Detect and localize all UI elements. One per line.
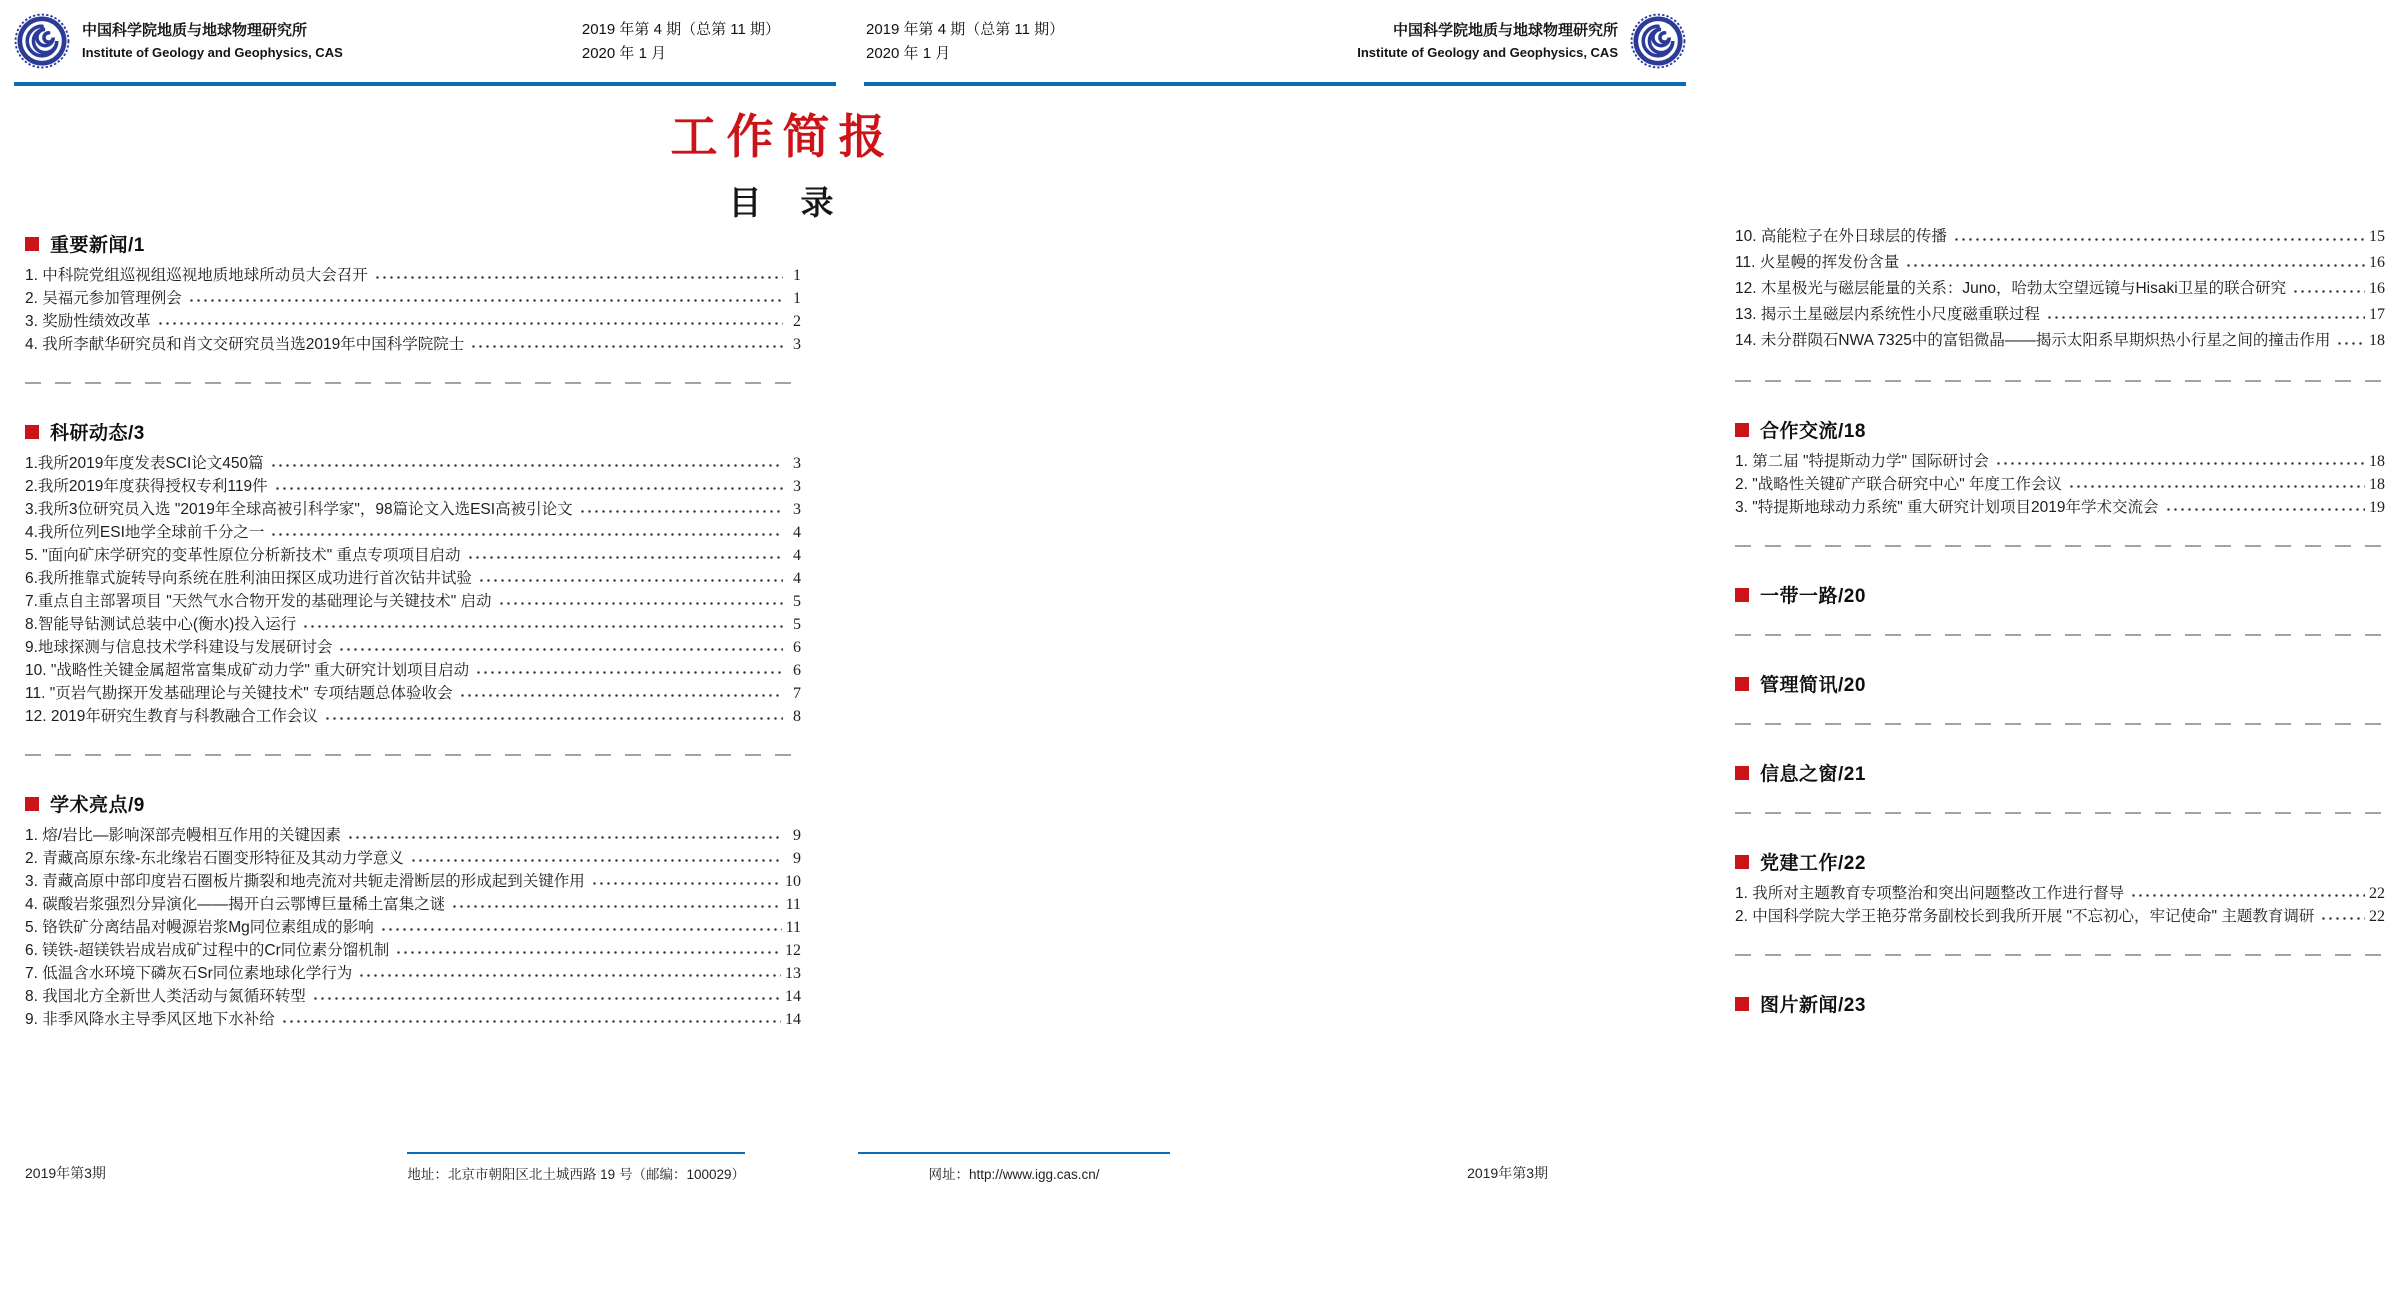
dot-leader bbox=[272, 475, 783, 498]
section-item-list bbox=[1735, 450, 2385, 519]
dot-leader bbox=[186, 287, 783, 310]
toc-section bbox=[1735, 581, 2385, 608]
toc-entry-page: 4 bbox=[793, 570, 801, 587]
toc-entry-page: 14 bbox=[785, 1011, 801, 1028]
toc-entry bbox=[25, 590, 801, 613]
toc-entry-page: 4 bbox=[793, 547, 801, 564]
dot-leader bbox=[473, 659, 783, 682]
section-title: 科研动态/3 bbox=[50, 423, 145, 444]
toc-entry bbox=[25, 544, 801, 567]
toc-column-right bbox=[1735, 224, 2385, 1024]
issue-number: 2019 年第 4 期（总第 11 期） bbox=[866, 21, 1065, 38]
red-square-bullet bbox=[1735, 588, 1749, 602]
section-header bbox=[25, 418, 801, 445]
page-footer-left bbox=[0, 1152, 850, 1183]
toc-entry bbox=[25, 613, 801, 636]
toc-section bbox=[1735, 990, 2385, 1017]
toc-entry-page: 5 bbox=[793, 616, 801, 633]
toc-entry-title: 11. 火星幔的挥发份含量 bbox=[1735, 254, 1900, 271]
section-item-list bbox=[25, 264, 801, 356]
toc-entry-title: 8.智能导钻测试总装中心(衡水)投入运行 bbox=[25, 616, 297, 633]
dot-leader bbox=[468, 333, 783, 356]
toc-section bbox=[1735, 670, 2385, 697]
toc-entry-title: 8. 我国北方全新世人类活动与氮循环转型 bbox=[25, 988, 306, 1005]
issue-date: 2020 年 1 月 bbox=[581, 45, 667, 62]
document-title: 工作简报 bbox=[670, 112, 895, 164]
section-header bbox=[1735, 581, 2385, 608]
toc-entry-title: 7. 低温含水环境下磷灰石Sr同位素地球化学行为 bbox=[25, 965, 353, 982]
dashed-divider bbox=[1735, 954, 2385, 956]
toc-section bbox=[25, 418, 801, 728]
institute-brand bbox=[1357, 13, 1686, 69]
toc-entry-page: 14 bbox=[785, 988, 801, 1005]
toc-entry-title: 1. 第二届 "特提斯动力学" 国际研讨会 bbox=[1735, 453, 1989, 470]
toc-entry-title: 2.我所2019年度获得授权专利119件 bbox=[25, 478, 268, 495]
dot-leader bbox=[2290, 276, 2365, 302]
toc-entry-title: 6.我所推靠式旋转导向系统在胜利油田探区成功进行首次钻井试验 bbox=[25, 570, 472, 587]
issue-info bbox=[582, 18, 780, 66]
dot-leader bbox=[310, 985, 781, 1008]
toc-entry-page: 17 bbox=[2369, 306, 2385, 323]
issue-info bbox=[866, 18, 1064, 66]
dot-leader bbox=[2066, 473, 2365, 496]
red-square-bullet bbox=[25, 425, 39, 439]
dashed-divider bbox=[25, 754, 801, 756]
dot-leader bbox=[356, 962, 781, 985]
toc-entry bbox=[1735, 882, 2385, 905]
red-square-bullet bbox=[25, 237, 39, 251]
dot-leader bbox=[372, 264, 783, 287]
section-header bbox=[25, 230, 801, 257]
section-header bbox=[1735, 416, 2385, 443]
toc-entry bbox=[25, 962, 801, 985]
toc-entry-page: 6 bbox=[793, 639, 801, 656]
section-item-list bbox=[25, 452, 801, 728]
toc-section bbox=[1735, 759, 2385, 786]
toc-entry-page: 8 bbox=[793, 708, 801, 725]
dot-leader bbox=[476, 567, 783, 590]
toc-section bbox=[25, 790, 801, 1031]
toc-section bbox=[25, 230, 801, 356]
toc-entry bbox=[25, 287, 801, 310]
dashed-divider bbox=[1735, 545, 2385, 547]
toc-entry-title: 1.我所2019年度发表SCI论文450篇 bbox=[25, 455, 264, 472]
toc-entry bbox=[25, 498, 801, 521]
footer-issue-label: 2019年第3期 bbox=[25, 1165, 106, 1181]
toc-entry-title: 3. "特提斯地球动力系统" 重大研究计划项目2019年学术交流会 bbox=[1735, 499, 2159, 516]
toc-entry-title: 13. 揭示土星磁层内系统性小尺度磁重联过程 bbox=[1735, 306, 2040, 323]
section-title: 重要新闻/1 bbox=[50, 235, 145, 256]
toc-entry-page: 3 bbox=[793, 501, 801, 518]
institute-name-cn: 中国科学院地质与地球物理研究所 bbox=[1392, 22, 1618, 39]
toc-entry bbox=[25, 659, 801, 682]
toc-entry-title: 1. 中科院党组巡视组巡视地质地球所动员大会召开 bbox=[25, 267, 368, 284]
red-square-bullet bbox=[1735, 766, 1749, 780]
toc-entry-title: 2. "战略性关键矿产联合研究中心" 年度工作会议 bbox=[1735, 476, 2063, 493]
toc-entry-page: 18 bbox=[2369, 476, 2385, 493]
toc-entry-page: 3 bbox=[793, 478, 801, 495]
red-square-bullet bbox=[1735, 997, 1749, 1011]
toc-section bbox=[1735, 848, 2385, 928]
toc-entry-page: 5 bbox=[793, 593, 801, 610]
toc-entry-page: 6 bbox=[793, 662, 801, 679]
section-title: 图片新闻/23 bbox=[1760, 995, 1866, 1016]
dashed-divider bbox=[25, 382, 801, 384]
section-title: 信息之窗/21 bbox=[1760, 764, 1866, 785]
dot-leader bbox=[496, 590, 783, 613]
toc-entry-title: 5. 铬铁矿分离结晶对幔源岩浆Mg同位素组成的影响 bbox=[25, 919, 374, 936]
dot-leader bbox=[268, 452, 783, 475]
toc-entry-title: 9. 非季风降水主导季风区地下水补给 bbox=[25, 1011, 275, 1028]
section-header bbox=[1735, 670, 2385, 697]
issue-number: 2019 年第 4 期（总第 11 期） bbox=[581, 21, 780, 38]
institute-name-cn: 中国科学院地质与地球物理研究所 bbox=[82, 22, 308, 39]
institute-names bbox=[82, 20, 343, 62]
toc-entry-title: 11. "页岩气勘探开发基础理论与关键技术" 专项结题总体验收会 bbox=[25, 685, 453, 702]
toc-entry bbox=[25, 985, 801, 1008]
toc-entry-page: 9 bbox=[793, 827, 801, 844]
toc-entry-page: 1 bbox=[793, 267, 801, 284]
section-title: 学术亮点/9 bbox=[50, 795, 145, 816]
red-square-bullet bbox=[1735, 677, 1749, 691]
toc-entry-title: 4.我所位列ESI地学全球前千分之一 bbox=[25, 524, 265, 541]
section-item-list bbox=[1735, 224, 2385, 354]
dashed-divider bbox=[1735, 380, 2385, 382]
page-footer-right bbox=[850, 1152, 1700, 1183]
dot-leader bbox=[279, 1008, 781, 1031]
toc-entry bbox=[1735, 302, 2385, 328]
red-square-bullet bbox=[1735, 855, 1749, 869]
toc-entry-title: 10. 高能粒子在外日球层的传播 bbox=[1735, 228, 1947, 245]
toc-entry bbox=[25, 893, 801, 916]
page-header bbox=[864, 0, 1686, 86]
toc-entry-page: 11 bbox=[785, 919, 801, 936]
toc-entry-title: 4. 我所李献华研究员和肖文交研究员当选2019年中国科学院院士 bbox=[25, 336, 465, 353]
toc-entry-title: 2. 中国科学院大学王艳芬常务副校长到我所开展 "不忘初心，牢记使命" 主题教育调研 bbox=[1735, 908, 2315, 925]
toc-section bbox=[1735, 224, 2385, 354]
toc-entry-page: 18 bbox=[2369, 332, 2385, 349]
section-item-list bbox=[1735, 882, 2385, 928]
toc-section bbox=[1735, 416, 2385, 519]
toc-entry-title: 9.地球探测与信息技术学科建设与发展研讨会 bbox=[25, 639, 333, 656]
toc-entry bbox=[1735, 905, 2385, 928]
toc-entry bbox=[25, 1008, 801, 1031]
toc-column-left bbox=[25, 230, 801, 1031]
dot-leader bbox=[300, 613, 783, 636]
dot-leader bbox=[2044, 302, 2365, 328]
dot-leader bbox=[345, 824, 783, 847]
toc-entry-title: 12. 2019年研究生教育与科教融合工作会议 bbox=[25, 708, 318, 725]
toc-entry-page: 9 bbox=[793, 850, 801, 867]
section-header bbox=[25, 790, 801, 817]
section-header bbox=[1735, 759, 2385, 786]
toc-entry-title: 1. 熔/岩比—影响深部壳幔相互作用的关键因素 bbox=[25, 827, 342, 844]
toc-entry-title: 2. 吴福元参加管理例会 bbox=[25, 290, 182, 307]
dot-leader bbox=[457, 682, 783, 705]
dot-leader bbox=[378, 916, 782, 939]
dashed-divider bbox=[1735, 634, 2385, 636]
toc-entry-page: 15 bbox=[2369, 228, 2385, 245]
toc-entry-title: 7.重点自主部署项目 "天然气水合物开发的基础理论与关键技术" 启动 bbox=[25, 593, 492, 610]
toc-entry bbox=[1735, 250, 2385, 276]
dot-leader bbox=[465, 544, 783, 567]
toc-entry-title: 12. 木星极光与磁层能量的关系：Juno，哈勃太空望远镜与Hisaki卫星的联合研究 bbox=[1735, 280, 2287, 297]
dashed-divider bbox=[1735, 812, 2385, 814]
toc-entry-page: 16 bbox=[2369, 254, 2385, 271]
institute-logo-icon bbox=[14, 13, 70, 69]
dot-leader bbox=[1993, 450, 2365, 473]
toc-entry bbox=[25, 705, 801, 728]
institute-name-en: Institute of Geology and Geophysics, CAS bbox=[1357, 44, 1618, 60]
toc-entry bbox=[25, 824, 801, 847]
institute-brand bbox=[14, 13, 343, 69]
dot-leader bbox=[2318, 905, 2365, 928]
toc-entry bbox=[1735, 496, 2385, 519]
toc-entry bbox=[1735, 328, 2385, 354]
toc-entry-page: 18 bbox=[2369, 453, 2385, 470]
page-header bbox=[14, 0, 836, 86]
toc-entry bbox=[25, 264, 801, 287]
toc-entry-page: 11 bbox=[785, 896, 801, 913]
title-area bbox=[0, 100, 1565, 224]
toc-entry-page: 3 bbox=[793, 455, 801, 472]
toc-entry-title: 10. "战略性关键金属超常富集成矿动力学" 重大研究计划项目启动 bbox=[25, 662, 470, 679]
dot-leader bbox=[1903, 250, 2365, 276]
toc-entry bbox=[25, 847, 801, 870]
toc-entry-page: 3 bbox=[793, 336, 801, 353]
dot-leader bbox=[1951, 224, 2365, 250]
institute-names bbox=[1357, 20, 1618, 62]
dashed-divider bbox=[1735, 723, 2385, 725]
toc-entry bbox=[25, 333, 801, 356]
toc-entry bbox=[25, 939, 801, 962]
toc-entry-title: 1. 我所对主题教育专项整治和突出问题整改工作进行督导 bbox=[1735, 885, 2125, 902]
toc-entry-page: 2 bbox=[793, 313, 801, 330]
footer-issue-label: 2019年第3期 bbox=[1467, 1165, 1548, 1181]
toc-entry bbox=[1735, 276, 2385, 302]
toc-entry-page: 7 bbox=[793, 685, 801, 702]
toc-entry bbox=[25, 310, 801, 333]
dot-leader bbox=[155, 310, 783, 333]
toc-heading: 目 录 bbox=[728, 184, 837, 221]
toc-entry-page: 22 bbox=[2369, 908, 2385, 925]
dot-leader bbox=[589, 870, 781, 893]
toc-entry bbox=[25, 682, 801, 705]
toc-entry bbox=[25, 636, 801, 659]
toc-entry bbox=[25, 916, 801, 939]
red-square-bullet bbox=[25, 797, 39, 811]
toc-entry-title: 6. 镁铁-超镁铁岩成岩成矿过程中的Cr同位素分馏机制 bbox=[25, 942, 390, 959]
toc-entry bbox=[1735, 224, 2385, 250]
footer-address: 地址：北京市朝阳区北土城西路 19 号（邮编：100029） bbox=[407, 1152, 745, 1183]
institute-name-en: Institute of Geology and Geophysics, CAS bbox=[82, 44, 343, 60]
dot-leader bbox=[393, 939, 781, 962]
toc-entry-title: 3.我所3位研究员入选 "2019年全球高被引科学家"，98篇论文入选ESI高被引论文 bbox=[25, 501, 573, 518]
dot-leader bbox=[449, 893, 781, 916]
dot-leader bbox=[322, 705, 783, 728]
dot-leader bbox=[2128, 882, 2365, 905]
toc-entry-page: 13 bbox=[785, 965, 801, 982]
toc-entry bbox=[25, 521, 801, 544]
toc-entry-page: 4 bbox=[793, 524, 801, 541]
section-header bbox=[1735, 990, 2385, 1017]
toc-entry-title: 14. 未分群陨石NWA 7325中的富铝微晶——揭示太阳系早期炽热小行星之间的撞击作用 bbox=[1735, 332, 2331, 349]
toc-entry bbox=[25, 452, 801, 475]
toc-entry-title: 4. 碳酸岩浆强烈分异演化——揭开白云鄂博巨量稀土富集之谜 bbox=[25, 896, 446, 913]
toc-entry bbox=[1735, 450, 2385, 473]
dot-leader bbox=[2163, 496, 2365, 519]
dot-leader bbox=[408, 847, 783, 870]
toc-entry-page: 1 bbox=[793, 290, 801, 307]
toc-entry bbox=[25, 567, 801, 590]
toc-entry-title: 3. 奖励性绩效改革 bbox=[25, 313, 151, 330]
dot-leader bbox=[2334, 328, 2365, 354]
section-title: 一带一路/20 bbox=[1760, 586, 1866, 607]
toc-entry-title: 3. 青藏高原中部印度岩石圈板片撕裂和地壳流对共轭走滑断层的形成起到关键作用 bbox=[25, 873, 585, 890]
section-title: 党建工作/22 bbox=[1760, 853, 1866, 874]
dot-leader bbox=[336, 636, 783, 659]
toc-entry bbox=[25, 870, 801, 893]
section-title: 管理简讯/20 bbox=[1760, 675, 1866, 696]
dot-leader bbox=[577, 498, 783, 521]
toc-entry-page: 19 bbox=[2369, 499, 2385, 516]
section-item-list bbox=[25, 824, 801, 1031]
issue-date: 2020 年 1 月 bbox=[866, 45, 951, 62]
toc-entry-page: 10 bbox=[785, 873, 801, 890]
section-title: 合作交流/18 bbox=[1760, 421, 1866, 442]
toc-entry-title: 2. 青藏高原东缘-东北缘岩石圈变形特征及其动力学意义 bbox=[25, 850, 404, 867]
toc-entry bbox=[1735, 473, 2385, 496]
toc-entry bbox=[25, 475, 801, 498]
institute-logo-icon bbox=[1630, 13, 1686, 69]
toc-entry-page: 22 bbox=[2369, 885, 2385, 902]
dot-leader bbox=[268, 521, 783, 544]
section-header bbox=[1735, 848, 2385, 875]
red-square-bullet bbox=[1735, 423, 1749, 437]
toc-entry-page: 16 bbox=[2369, 280, 2385, 297]
toc-entry-page: 12 bbox=[785, 942, 801, 959]
footer-website: 网址：http://www.igg.cas.cn/ bbox=[858, 1152, 1170, 1183]
toc-entry-title: 5. "面向矿床学研究的变革性原位分析新技术" 重点专项项目启动 bbox=[25, 547, 461, 564]
